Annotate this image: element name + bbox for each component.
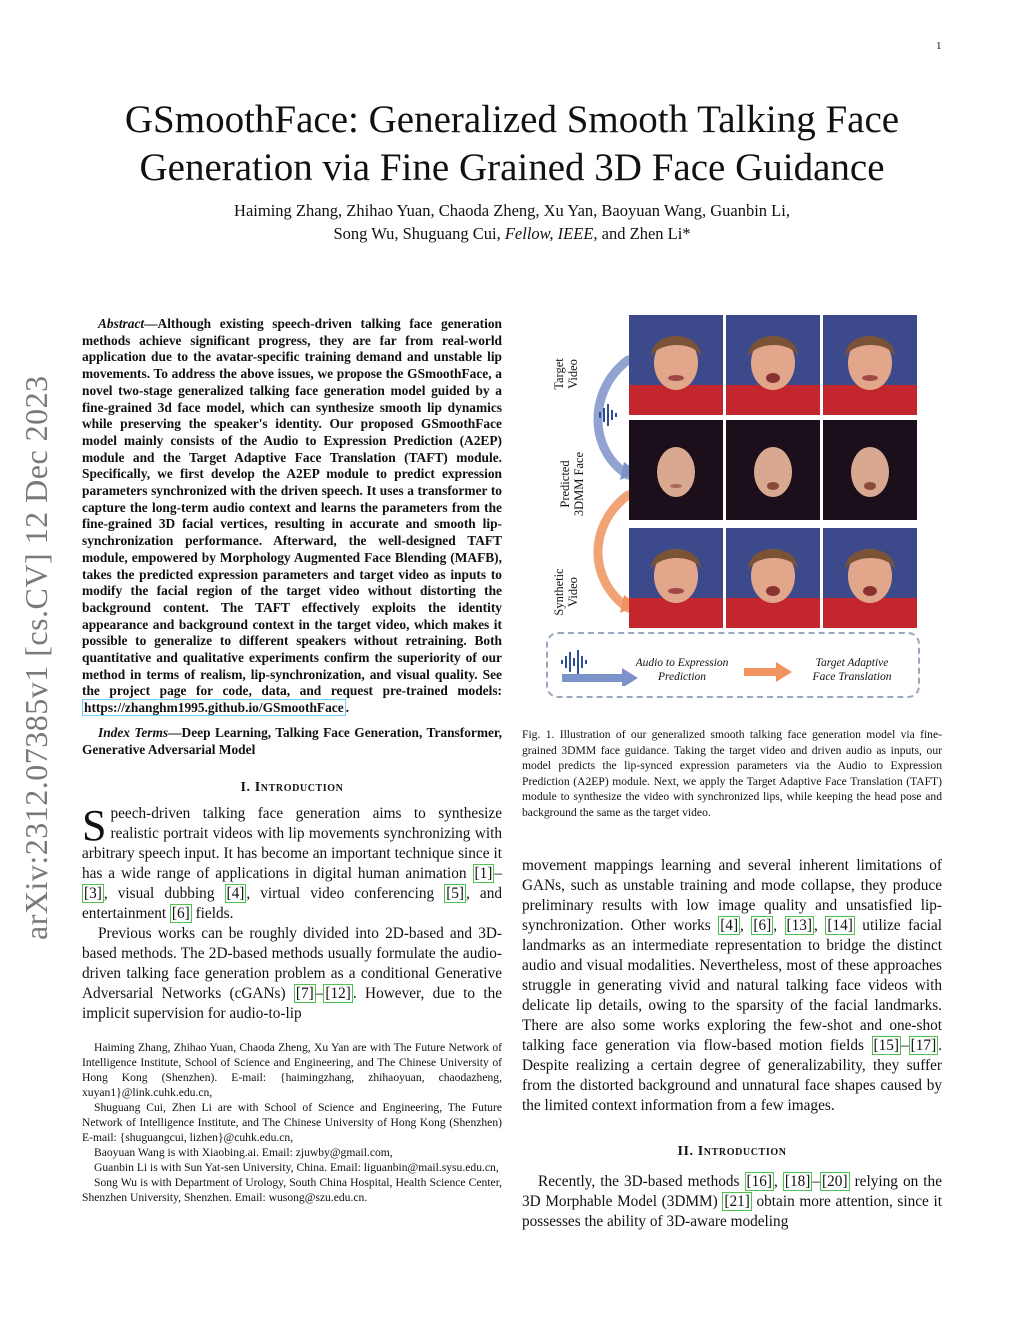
predicted-face-2 bbox=[726, 420, 820, 520]
citation-link[interactable]: [4] bbox=[720, 917, 739, 934]
comma: , bbox=[773, 917, 785, 934]
predicted-face-3 bbox=[823, 420, 917, 520]
dash: – bbox=[494, 865, 502, 883]
dash: – bbox=[315, 985, 324, 1003]
title-line-2: Generation via Fine Grained 3D Face Guidance bbox=[139, 146, 885, 189]
citation-link[interactable]: [21] bbox=[724, 1193, 750, 1210]
right-text: . Despite realizing a certain degree of generalizability, they suffer from the distorted background and unnatural face shapes caused by the limited context information from a few images. bbox=[522, 1037, 942, 1114]
section-2-title: Introduction bbox=[697, 1144, 787, 1159]
abstract-label: Abstract bbox=[98, 316, 145, 331]
citation-link[interactable]: [7] bbox=[295, 985, 314, 1003]
citation-link[interactable]: [12] bbox=[325, 985, 351, 1003]
page-number: 1 bbox=[936, 40, 942, 52]
legend-taft-line-1: Target Adaptive bbox=[815, 657, 889, 669]
label-synth: Synthetic bbox=[552, 568, 566, 616]
label-synth-2: Video bbox=[566, 577, 580, 607]
abstract bbox=[82, 316, 502, 717]
intro-text: peech-driven talking face generation aims to synthesize realistic portrait videos with lip movements synchronizing with arbitrary speech input. It has become an important technique since it has a wide range of applications in digital human animation bbox=[82, 805, 502, 883]
citation-link[interactable]: [14] bbox=[827, 917, 853, 934]
synthetic-frame-2 bbox=[726, 528, 820, 628]
citation-link[interactable]: [17] bbox=[910, 1037, 937, 1054]
project-link[interactable]: https://zhanghm1995.github.io/GSmoothFace bbox=[84, 700, 344, 716]
legend-taft-line-2: Face Translation bbox=[812, 671, 892, 683]
intro-paragraph-2 bbox=[82, 924, 502, 1024]
intro-paragraph-1 bbox=[82, 801, 502, 924]
legend-a2ep-line-2: Prediction bbox=[657, 671, 707, 683]
predicted-face-1 bbox=[629, 420, 723, 520]
label-target: Target bbox=[552, 358, 566, 390]
footnote: Haiming Zhang, Zhihao Yuan, Chaoda Zheng, Xu Yan are with The Future Network of Intelligence Institute, School of Science and Engineering, and The Chinese University of Hong Kong (Shenzhen). E-mail: {haimingzhang, zhihaoyuan, chaodazheng, xuyan1}@link.cuhk.edu.cn, bbox=[82, 1041, 502, 1100]
legend-a2ep-line-1: Audio to Expression bbox=[635, 657, 729, 669]
comma: , bbox=[814, 917, 826, 934]
figure-1 bbox=[522, 310, 942, 710]
row-label-synthetic bbox=[552, 562, 580, 622]
right-text: relying on the 3D Morphable Model (3DMM) bbox=[522, 1173, 942, 1210]
target-frame-2 bbox=[726, 315, 820, 415]
right-text: Recently, the 3D-based methods bbox=[538, 1173, 745, 1190]
intro-text: . However, due to the implicit supervision for audio-to-lip bbox=[82, 985, 503, 1023]
label-target-2: Video bbox=[566, 359, 580, 389]
target-frame-1 bbox=[629, 315, 723, 415]
figure-1-caption: Fig. 1. Illustration of our generalized smooth talking face generation model via fine-grained 3DMM face guidance. Taking the target video and driven audio as inputs, our model predicts the lip-synced expression parameters via the Audio to Expression Prediction (A2EP) module. Next, we apply the Target Adaptive Face Translation (TAFT) module to synthesize the video with synchronized lips, while keeping the head pose and background the same as the target video. bbox=[522, 728, 942, 819]
fellow-designation: Fellow, IEEE bbox=[504, 224, 594, 243]
citation-link[interactable]: [5] bbox=[446, 885, 465, 903]
citation-link[interactable]: [6] bbox=[753, 917, 772, 934]
authors-line-2: Song Wu, Shuguang Cui, bbox=[333, 224, 505, 243]
authors-line-2-end: , and Zhen Li* bbox=[593, 224, 691, 243]
index-terms-label: Index Terms bbox=[98, 724, 169, 740]
citation-link[interactable]: [13] bbox=[786, 917, 813, 934]
footnote: Song Wu is with Department of Urology, South China Hospital, Health Science Center, Shenzhen University, Shenzhen. Email: wusong@szu.edu.cn. bbox=[82, 1176, 502, 1205]
footnote: Shuguang Cui, Zhen Li are with School of Science and Engineering, The Future Network of Intelligence Institute, and The Chinese University of Hong Kong (Shenzhen) E-mail: {shuguangcui, lizhen}@cuhk.edu.cn, bbox=[82, 1101, 502, 1145]
right-text: movement mappings learning and several inherent limitations of GANs, such as unstable training and mode collapse, they produce preliminary results with low image quality and unsatisfied lip-synchronization. Other works bbox=[522, 857, 942, 934]
right-paragraph-1 bbox=[522, 856, 942, 1116]
section-1-number: I. bbox=[240, 780, 255, 796]
legend-a2ep bbox=[622, 656, 742, 684]
citation-link[interactable]: [15] bbox=[873, 1037, 900, 1054]
left-column bbox=[82, 316, 502, 1205]
right-text: utilize facial landmarks as an intermediate representation to bridge the distinct audio and visual modalities. Nevertheless, most of these approaches struggle in generating vivid and natural talking face videos with delicate lip details, owing to the sparsity of the facial landmarks. There are also some works exploring the few-shot and one-shot talking face generation via flow-based motion fields bbox=[522, 917, 942, 1054]
footnotes bbox=[82, 1040, 502, 1205]
paper-title bbox=[70, 96, 954, 192]
citation-link[interactable]: [4] bbox=[226, 885, 245, 903]
section-1-heading bbox=[82, 780, 502, 796]
comma: , bbox=[774, 1173, 783, 1190]
comma: , bbox=[740, 917, 752, 934]
section-1-title: Introduction bbox=[254, 780, 344, 796]
arxiv-stamp: arXiv:2312.07385v1 [cs.CV] 12 Dec 2023 bbox=[18, 375, 54, 940]
footnote: Guanbin Li is with Sun Yat-sen University, China. Email: liguanbin@mail.sysu.edu.cn, bbox=[94, 1161, 499, 1175]
index-terms-body: —Deep Learning, Talking Face Generation, Transformer, Generative Adversarial Model bbox=[82, 724, 502, 757]
right-column bbox=[522, 856, 942, 1232]
citation-link[interactable]: [3] bbox=[84, 885, 102, 903]
label-pred: Predicted bbox=[558, 460, 572, 508]
citation-link[interactable]: [18] bbox=[784, 1173, 811, 1190]
citation-link[interactable]: [16] bbox=[746, 1173, 773, 1190]
dash: – bbox=[812, 1173, 821, 1190]
legend-taft bbox=[792, 656, 912, 684]
right-paragraph-2 bbox=[522, 1172, 942, 1232]
intro-text: , and entertainment bbox=[82, 885, 502, 923]
section-2-heading bbox=[522, 1144, 942, 1160]
row-label-target bbox=[552, 344, 580, 404]
citation-link[interactable]: [6] bbox=[171, 905, 190, 923]
intro-text: Previous works can be roughly divided into 2D-based and 3D-based methods. The 2D-based methods usually formulate the audio-driven talking face generation problem as a conditional Generative Adversarial Networks (cGANs) bbox=[82, 925, 502, 1003]
index-terms bbox=[82, 725, 502, 758]
citation-link[interactable]: [20] bbox=[822, 1173, 848, 1190]
dash: – bbox=[901, 1037, 909, 1054]
drop-cap: S bbox=[82, 801, 107, 851]
orange-arrow-icon bbox=[744, 660, 794, 684]
authors-line-1: Haiming Zhang, Zhihao Yuan, Chaoda Zheng, Xu Yan, Baoyuan Wang, Guanbin Li, bbox=[234, 201, 790, 220]
section-2-number: II. bbox=[677, 1144, 698, 1159]
footnote: Baoyuan Wang is with Xiaobing.ai. Email: zjuwby@gmail.com, bbox=[94, 1146, 393, 1160]
intro-text: , virtual video conferencing bbox=[246, 885, 445, 903]
author-list bbox=[70, 199, 954, 245]
intro-text: , visual dubbing bbox=[103, 885, 225, 903]
intro-text: fields. bbox=[191, 905, 234, 923]
title-line-1: GSmoothFace: Generalized Smooth Talking Face bbox=[124, 98, 900, 141]
citation-link[interactable]: [1] bbox=[474, 865, 493, 883]
right-text: obtain more attention, since it possesses the ability of 3D-aware modeling bbox=[522, 1193, 942, 1230]
synthetic-frame-1 bbox=[629, 528, 723, 628]
synthetic-frame-3 bbox=[823, 528, 917, 628]
abstract-body: —Although existing speech-driven talking face generation methods achieve significant progress, they are far from real-world application due to the avatar-specific training demand and unstable lip movements. To address the above issues, we propose the GSmoothFace, a novel two-stage generalized talking face generation model guided by a fine-grained 3d face model, which can synthesize smooth lip dynamics while preserving the speaker's identity. Our proposed GSmoothFace model mainly consists of the Audio to Expression Prediction (A2EP) module and the Target Adaptive Face Translation (TAFT) module. Specifically, we first develop the A2EP module to predict expression parameters synchronized with the driven speech. It uses a transformer to capture the long-term audio context and learns the parameters from the fine-grained 3D facial vertices, resulting in accurate and smooth lip-synchronization performance. Afterward, the well-designed TAFT module, empowered by Morphology Augmented Face Blending (MAFB), takes the predicted expression parameters and target video as inputs to modify the facial region of the target video without distorting the background content. The TAFT effectively exploits the identity appearance and background context in the target video, which makes it possible to generalize to different speakers without retraining. Both quantitative and qualitative experiments confirm the superiority of our method in terms of realism, lip-synchronization, and visual quality. See the project page for code, data, and request pre-trained models: bbox=[82, 316, 502, 699]
target-frame-3 bbox=[823, 315, 917, 415]
label-pred-2: 3DMM Face bbox=[572, 451, 586, 517]
abstract-end: . bbox=[345, 700, 350, 716]
